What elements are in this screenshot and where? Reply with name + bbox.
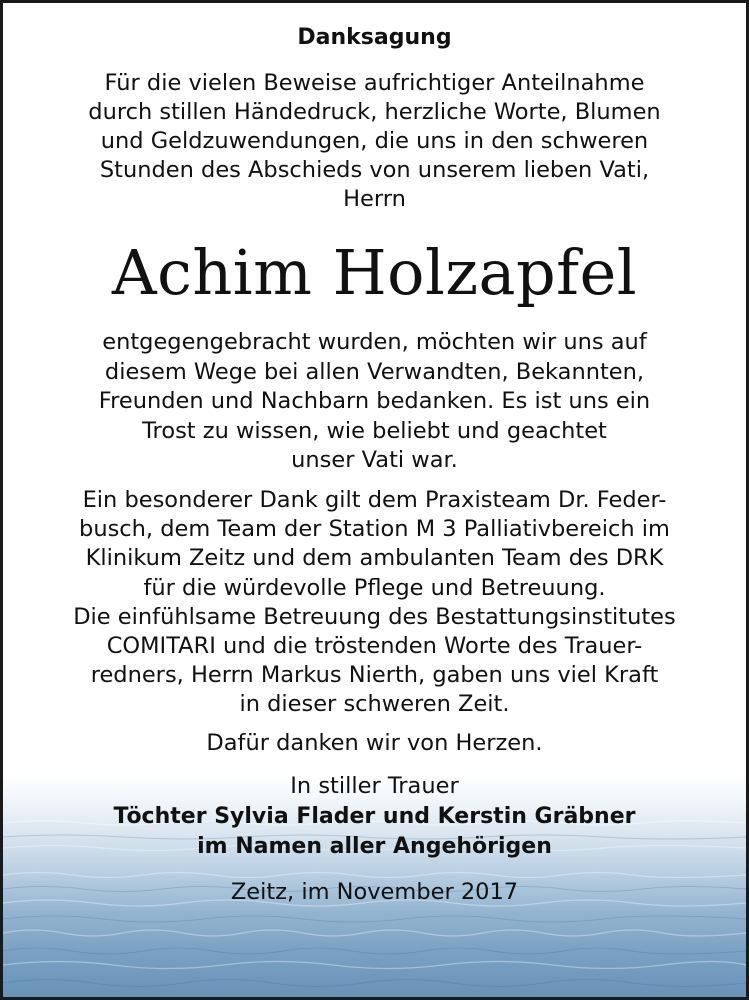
special-thanks-line: für die würdevolle Pflege und Betreuung. [143, 574, 606, 601]
special-thanks-line: Klinikum Zeitz und dem ambulanten Team des DRK [85, 545, 664, 572]
thanks-line: Freunden und Nachbarn bedanken. Es ist uns ein [98, 388, 651, 414]
special-thanks-line: in dieser schweren Zeit. [239, 691, 510, 718]
closing-line: Dafür danken wir von Herzen. [206, 730, 543, 756]
intro-line: und Geldzuwendungen, die uns in den schweren [100, 128, 649, 154]
special-thanks-line: COMITARI und die tröstenden Worte des Trauer- [106, 633, 643, 660]
intro-line: Für die vielen Beweise aufrichtiger Anteilnahme [104, 70, 645, 96]
special-thanks-line: Ein besonderer Dank gilt dem Praxisteam Dr. Feder- [82, 487, 667, 513]
heading: Danksagung [297, 25, 452, 50]
special-thanks-line: Die einfühlsame Betreuung des Bestattungsinstitutes [73, 603, 676, 630]
intro-paragraph [3, 69, 746, 214]
special-thanks-paragraph [3, 486, 746, 720]
signatory-line: Töchter Sylvia Flader und Kerstin Gräbner [113, 804, 636, 829]
mourning-line: In stiller Trauer [290, 773, 459, 799]
intro-line: Stunden des Abschieds von unserem lieben Vati, [99, 157, 650, 183]
thanks-paragraph [3, 328, 746, 476]
thanks-line: entgegengebracht wurden, möchten wir uns auf [102, 329, 647, 355]
special-thanks-line: redners, Herrn Markus Nierth, gaben uns viel Kraft [90, 662, 659, 689]
thanks-line: diesem Wege bei allen Verwandten, Bekannten, [104, 358, 645, 385]
thanks-line: Trost zu wissen, wie beliebt und geachtet [142, 417, 607, 444]
special-thanks-line: busch, dem Team der Station M 3 Palliativbereich im [79, 516, 670, 543]
deceased-name: Achim Holzapfel [111, 236, 638, 309]
intro-line: Herrn [343, 186, 406, 212]
intro-line: durch stillen Händedruck, herzliche Worte, Blumen [88, 99, 661, 125]
signatory-line: im Namen aller Angehörigen [197, 834, 552, 859]
thanks-line: unser Vati war. [291, 447, 458, 473]
place-date: Zeitz, im November 2017 [230, 879, 519, 905]
signatories [3, 802, 746, 862]
